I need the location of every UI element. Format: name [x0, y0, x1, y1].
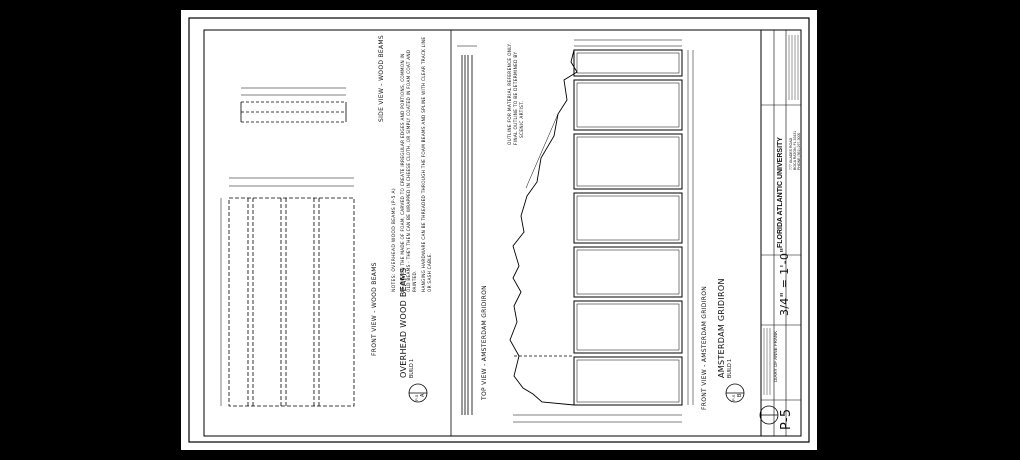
- drawing-linework: [181, 10, 817, 450]
- callout-b-subtitle: BUILD 1: [727, 359, 733, 378]
- callout-b-tag: P-5: [731, 394, 736, 401]
- callout-a-subtitle: BUILD 1: [409, 359, 415, 378]
- university-name: FLORIDA ATLANTIC UNIVERSITY: [777, 137, 784, 248]
- callout-b-title: AMSTERDAM GRIDIRON: [717, 278, 726, 378]
- front-view-gridiron-label: FRONT VIEW - AMSTERDAM GRIDIRON: [701, 285, 708, 410]
- outline-note-line1: OUTLINE FOR MATERIAL REFERENCE ONLY.: [508, 42, 513, 145]
- show-title: DIARY OF ANNE FRANK: [773, 330, 778, 382]
- front-view-wood-beams-label: FRONT VIEW - WOOD BEAMS: [371, 262, 378, 356]
- notes-para1-line1: BEAMS ON THE MADE OF FOAM, CARVED TO CREATE IRREGULAR EDGES AND PORTIONS, COMMON IN: [400, 53, 405, 292]
- notes-para1-line3: PAINTED.: [412, 270, 417, 292]
- address-line-3: PHONE (561) 297-3000: [797, 132, 801, 170]
- callout-a-tag: P-5: [414, 394, 419, 401]
- sheet-number: P-5: [779, 408, 794, 430]
- notes-para2-line1: HANGING HARDWARE CAN BE THREADED THROUGH THE FOAM BEAMS AND SPLINE WITH CLEAR TRACK LINE: [421, 36, 426, 292]
- callout-b-letter: B: [737, 393, 743, 397]
- side-view-wood-beams-label: SIDE VIEW - WOOD BEAMS: [378, 35, 385, 122]
- outline-note-line2: FINAL OUTLINE TO BE DETERMINED BY: [514, 51, 519, 145]
- notes-para2-line2: OR SASH CABLE.: [427, 252, 432, 292]
- notes-para1-line2: OLD BEAMS - THEY THEN CAN BE WRAPPED IN CHEESE CLOTH, OR SIMPLY COATED IN FOAM COAT AND: [406, 49, 411, 292]
- address-line-2: BOCA RATON, FL 33431: [793, 130, 797, 170]
- callout-a-title: OVERHEAD WOOD BEAMS: [399, 267, 408, 378]
- top-view-gridiron-label: TOP VIEW - AMSTERDAM GRIDIRON: [481, 285, 488, 400]
- callout-a-letter: A: [420, 393, 426, 397]
- notes-heading: NOTES: OVERHEAD WOOD BEAMS (P-5 A): [392, 188, 397, 292]
- drawing-scale: 3/4" = 1'-0": [778, 247, 791, 316]
- drawing-sheet: [181, 10, 817, 450]
- outline-note-line3: SCENIC ARTIST.: [520, 100, 525, 138]
- address-line-1: 777 GLADES ROAD: [789, 137, 793, 170]
